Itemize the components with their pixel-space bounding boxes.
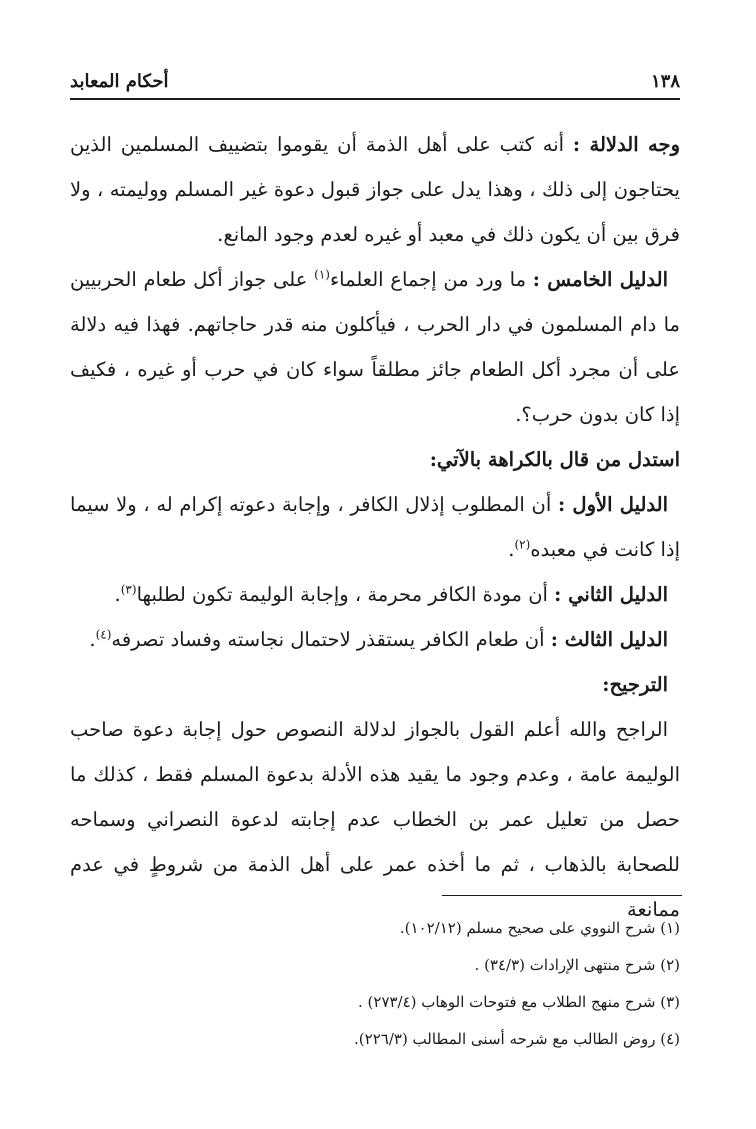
paragraph-text: أن طعام الكافر يستقذر لاحتمال نجاسته وفساد تصرفه bbox=[111, 628, 545, 651]
header-divider bbox=[70, 98, 680, 100]
paragraph-text: ما ورد من إجماع العلماء bbox=[329, 268, 527, 291]
footnote-item: (١) شرح النووي على صحيح مسلم (١٠٢/١٢). bbox=[399, 919, 680, 937]
main-text bbox=[70, 122, 680, 932]
paragraph-third-evidence: الدليل الثالث : أن طعام الكافر يستقذر لاحتمال نجاسته وفساد تصرفه$^{(٤)}$. bbox=[89, 627, 668, 651]
footnote-item: (٤) روض الطالب مع شرحه أسنى المطالب (٢٢٦/٣). bbox=[354, 1030, 680, 1048]
paragraph-text: أن المطلوب إذلال الكافر ، وإجابة دعوته إكرام له ، ولا سيما إذا كانت في معبده bbox=[70, 493, 680, 561]
paragraph-label: الدليل الثاني : bbox=[554, 583, 668, 606]
footnote-ref-4: (٤) bbox=[95, 627, 112, 642]
paragraph-label: الدليل الأول : bbox=[557, 493, 669, 516]
paragraph-fifth-evidence bbox=[70, 257, 680, 437]
paragraph-label: وجه الدلالة : bbox=[572, 133, 680, 156]
paragraph-tarjih: الراجح والله أعلم القول بالجواز لدلالة النصوص حول إجابة دعوة صاحب الوليمة عامة ، وعدم وجود ما يقيد هذه الأدلة بدعوة المسلم فقط ، كذلك ما حصل من تعليل عمر بن الخطاب عدم إجابته لدعوة النصراني وسماحه للصحابة بالذهاب ، ثم ما أخذه عمر على أهل الذمة من شروطٍ في عدم ممانعة bbox=[70, 718, 680, 921]
page-header bbox=[70, 60, 680, 92]
paragraph-label: الدليل الخامس : bbox=[532, 268, 668, 291]
paragraph-evidence-meaning bbox=[70, 122, 680, 257]
footnotes bbox=[70, 910, 680, 1058]
paragraph-first-evidence: الدليل الأول : أن المطلوب إذلال الكافر ، وإجابة دعوته إكرام له ، ولا سيما إذا كانت في معبده$^{(٢)}$. bbox=[70, 493, 680, 561]
footnote-item: (٣) شرح منهج الطلاب مع فتوحات الوهاب (٢٧٣/٤) . bbox=[358, 993, 680, 1011]
paragraph-text: على جواز أكل طعام الحربيين ما دام المسلمون في دار الحرب ، فيأكلون منه قدر حاجاتهم. فهذا فيه دلالة على أن مجرد أكل الطعام جائز مطلقاً سواء كان في حرب أو غيره ، فكيف إذا كان بدون حرب؟. bbox=[70, 268, 680, 426]
section-heading-tarjih: الترجيح: bbox=[602, 673, 668, 696]
footnote-ref-1: (١) bbox=[314, 267, 330, 282]
footnote-divider bbox=[442, 895, 682, 896]
page-number: ١٣٨ bbox=[650, 71, 680, 92]
footnote-ref-2: (٢) bbox=[514, 537, 531, 552]
paragraph-text: أنه كتب على أهل الذمة أن يقوموا بتضييف المسلمين الذين يحتاجون إلى ذلك ، وهذا يدل على جواز قبول دعوة غير المسلم ووليمته ، ولا فرق بين أن يكون ذلك في معبد أو غيره لعدم وجود المانع. bbox=[70, 133, 680, 246]
section-heading-karaha: استدل من قال بالكراهة بالآتي: bbox=[429, 448, 680, 471]
footnote-ref-3: (٣) bbox=[120, 582, 137, 597]
paragraph-second-evidence: الدليل الثاني : أن مودة الكافر محرمة ، وإجابة الوليمة تكون لطلبها$^{(٣)}$. bbox=[114, 582, 668, 606]
paragraph-label: الدليل الثالث : bbox=[550, 628, 668, 651]
paragraph-text: أن مودة الكافر محرمة ، وإجابة الوليمة تكون لطلبها bbox=[136, 583, 548, 606]
running-title: أحكام المعابد bbox=[70, 71, 169, 92]
footnote-item: (٢) شرح منتهى الإرادات (٣٤/٣) . bbox=[474, 956, 680, 974]
